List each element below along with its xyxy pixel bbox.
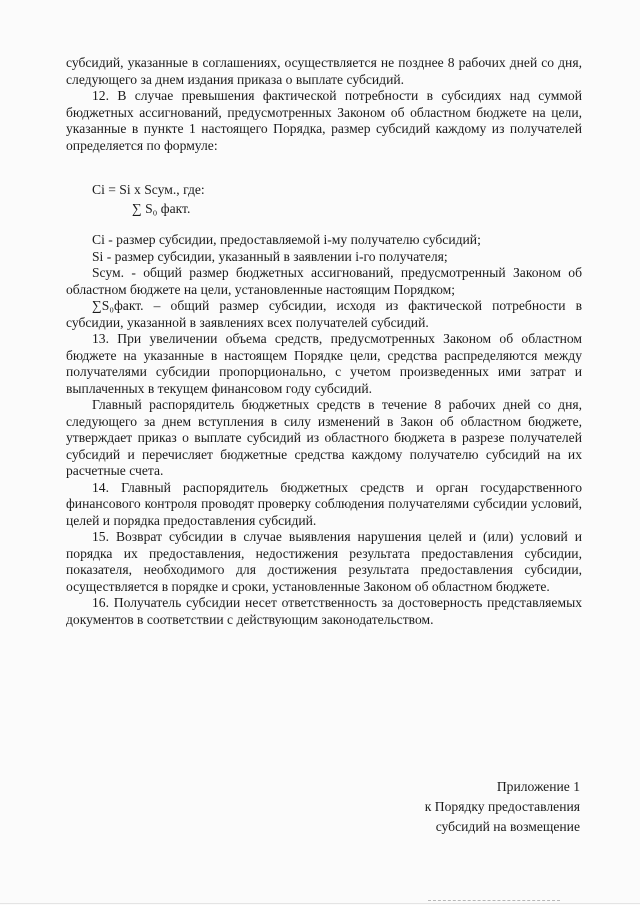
definition-sfact: ∑S₀факт. – общий размер субсидии, исходя из фактической потребности в субсидии, указанной в заявлениях всех получателей субсидий. [66,298,582,330]
formula-denominator: ∑ S₀ факт. [132,201,191,216]
definition-si: Si - размер субсидии, указанный в заявлении i-го получателя; [92,248,448,264]
paragraph-15: 15. Возврат субсидии в случае выявления нарушения целей и (или) условий и порядка их предоставления, недостижения результата предоставления субсидии, показателя, необходимого для достижения результата предоставления субсидии, осуществляется в порядке и сроки, установленные Законом об областном бюджете. [66,529,582,594]
paragraph-13-continued: Главный распорядитель бюджетных средств в течение 8 рабочих дней со дня, следующего за днем вступления в силу изменений в Закон об областном бюджете, утверждает приказ о выплате субсидий из областного бюджета в разрезе получателей субсидий и перечисляет бюджетные средства каждому получателю субсидий на их расчетные счета. [66,397,582,478]
paragraph-16: 16. Получатель субсидии несет ответственность за достоверность представляемых документов в соответствии с действующим законодательством. [66,595,582,627]
paragraph-12: 12. В случае превышения фактической потребности в субсидиях над суммой бюджетных ассигнований, предусмотренных Законом об областном бюджете на цели, указанные в пункте 1 настоящего Порядка, размер субсидий каждому из получателей определяется по формуле: [66,88,582,153]
appendix-subtitle-2: субсидий на возмещение [435,819,580,834]
appendix-subtitle-1: к Порядку предоставления [424,799,580,814]
paragraph-14: 14. Главный распорядитель бюджетных средств и орган государственного финансового контроля проводят проверку соблюдения получателями субсидии условий, целей и порядка предоставления субсидий. [66,479,582,528]
paragraph-13: 13. При увеличении объема средств, предусмотренных Законом об областном бюджете на указанные в настоящем Порядке цели, средства распределяются между получателями субсидии пропорционально, с учетом произведенных ими затрат и выплаченных в текущем финансовом году субсидий. [66,331,582,396]
paragraph-continuation: субсидий, указанные в соглашениях, осуществляется не позднее 8 рабочих дней со дня, следующего за днем издания приказа о выплате субсидий. [66,55,582,87]
formula-main: Ci = Si x Sсум., где: [92,182,205,197]
appendix-header [320,777,580,837]
definitions-block [66,232,582,628]
appendix-title: Приложение 1 [496,779,580,794]
top-text-block [66,55,582,154]
definition-ci: Ci - размер субсидии, предоставляемой i-му получателю субсидий; [92,232,481,247]
page-bottom-edge [0,903,640,904]
scan-artifact-line [428,900,560,902]
definition-ssum: Sсум. - общий размер бюджетных ассигнований, предусмотренный Законом об областном бюджете на цели, установленные настоящим Порядком; [66,265,582,297]
